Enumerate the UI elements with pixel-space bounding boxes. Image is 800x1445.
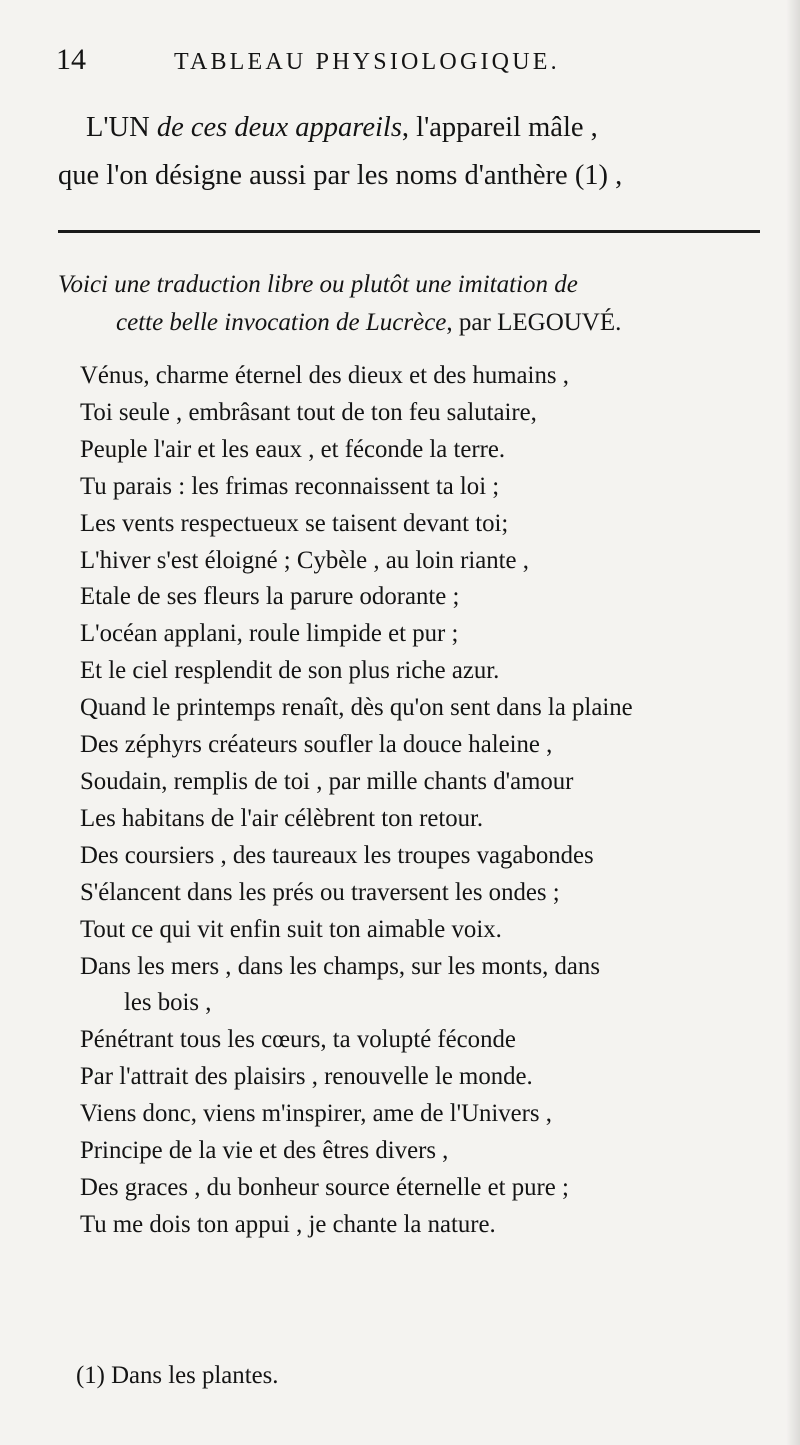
poem-line: Tu me dois ton appui , je chante la nature. (80, 1210, 496, 1238)
running-head: TABLEAU PHYSIOLOGIQUE. (174, 49, 560, 75)
poem-line: Des coursiers , des taureaux les troupes vagabondes (80, 841, 594, 869)
footnote: (1) Dans les plantes. (76, 1362, 279, 1389)
main-text (58, 104, 770, 200)
poem-line: Peuple l'air et les eaux , et féconde la terre. (80, 435, 506, 463)
footnote-intro-attribution: , par LEGOUVÉ. (446, 309, 622, 336)
poem-line: Des zéphyrs créateurs soufler la douce haleine , (80, 731, 553, 759)
poem-line: Soudain, remplis de toi , par mille chants d'amour (80, 767, 574, 795)
poem-line: Les habitans de l'air célèbrent ton retour. (80, 804, 484, 832)
footnote-intro-italic: cette belle invocation de Lucrèce (116, 309, 447, 336)
poem-line: Des graces , du bonheur source éternelle et pure ; (80, 1173, 569, 1201)
page-header (56, 40, 756, 84)
poem-line: Toi seule , embrâsant tout de ton feu salutaire, (80, 398, 537, 426)
poem-line: S'élancent dans les prés ou traversent les ondes ; (80, 878, 560, 906)
poem-line-continuation: les bois , (124, 989, 212, 1017)
footnote-intro (58, 266, 770, 342)
poem-line: Et le ciel resplendit de son plus riche azur. (80, 657, 500, 685)
page-number: 14 (56, 43, 86, 76)
poem (80, 358, 770, 1244)
poem-line: L'océan applani, roule limpide et pur ; (80, 620, 459, 648)
poem-line: Vénus, charme éternel des dieux et des humains , (80, 362, 569, 389)
poem-line: Dans les mers , dans les champs, sur les monts, dans (80, 952, 600, 980)
poem-line: Pénétrant tous les cœurs, ta volupté féconde (80, 1026, 516, 1054)
main-text-line-1-rest: , l'appareil mâle , (401, 112, 598, 143)
poem-line: Principe de la vie et des êtres divers , (80, 1137, 449, 1165)
poem-line: Tout ce qui vit enfin suit ton aimable voix. (80, 915, 502, 943)
poem-line: Les vents respectueux se taisent devant toi; (80, 509, 509, 537)
main-text-line-1 (58, 104, 770, 152)
main-text-line-2: que l'on désigne aussi par les noms d'anthère (1) , (58, 160, 623, 191)
footnote-intro-line-1: Voici une traduction libre ou plutôt une imitation de (58, 271, 578, 298)
poem-line: Tu parais : les frimas reconnaissent ta loi ; (80, 472, 500, 500)
poem-line: Etale de ses fleurs la parure odorante ; (80, 583, 460, 611)
poem-line: Quand le printemps renaît, dès qu'on sent dans la plaine (80, 694, 633, 722)
poem-line: Viens donc, viens m'inspirer, ame de l'Univers , (80, 1100, 552, 1128)
poem-line: Par l'attrait des plaisirs , renouvelle le monde. (80, 1063, 533, 1091)
footnote-intro-line-2 (58, 304, 770, 342)
main-text-italic: de ces deux appareils (156, 112, 402, 143)
main-text-lead: L'UN (86, 112, 150, 143)
footnote-separator (58, 230, 760, 233)
poem-line: L'hiver s'est éloigné ; Cybèle , au loin riante , (80, 546, 529, 574)
